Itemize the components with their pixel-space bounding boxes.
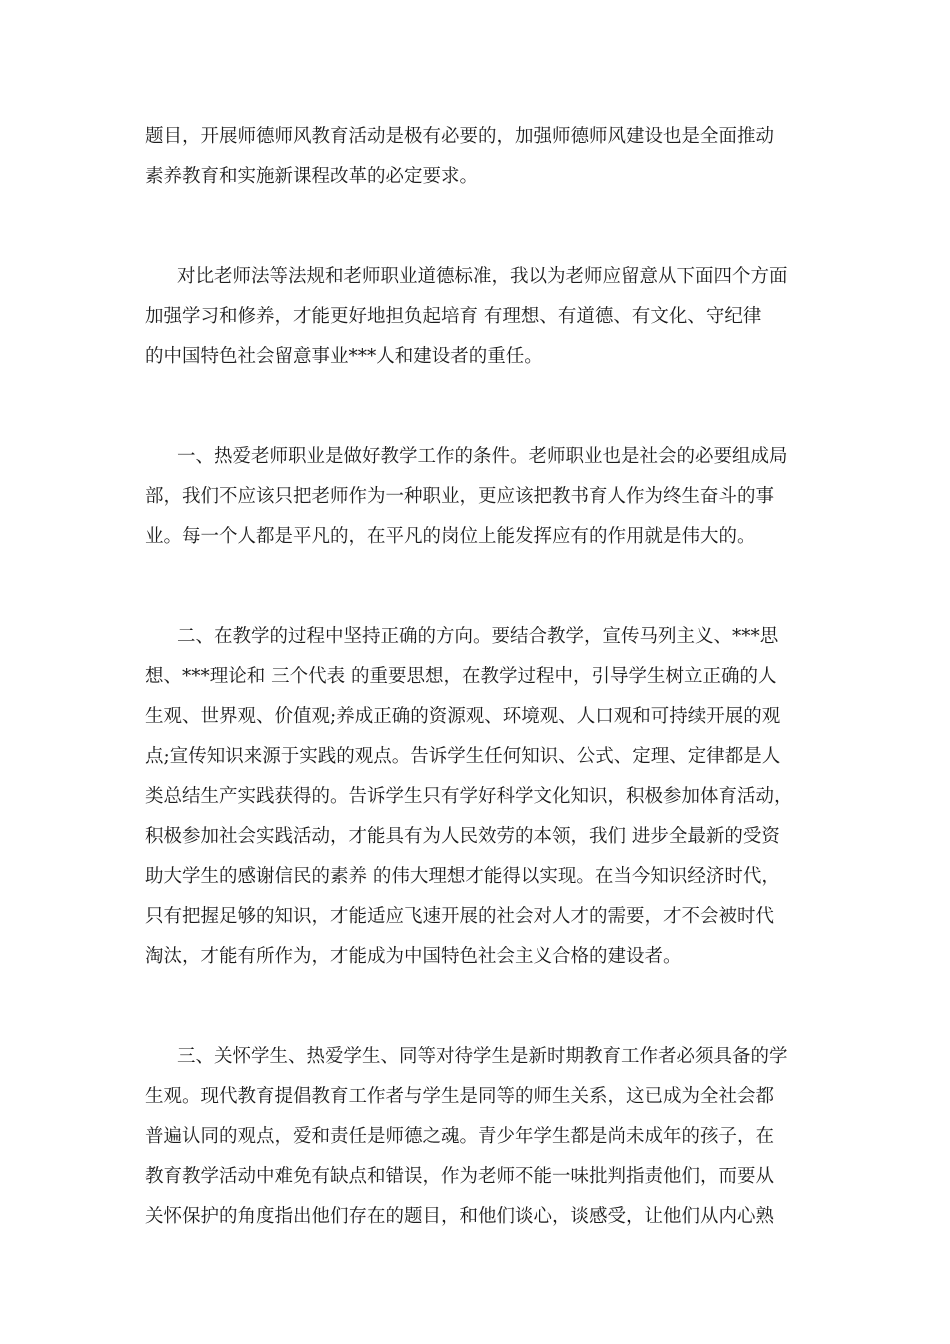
paragraph-3-line-3: 业。每一个人都是平凡的，在平凡的岗位上能发挥应有的作用就是伟大的。 xyxy=(145,526,756,547)
paragraph-4-line-8: 只有把握足够的知识，才能适应飞速开展的社会对人才的需要，才不会被时代 xyxy=(145,906,775,927)
paragraph-5-line-1: 三、关怀学生、热爱学生、同等对待学生是新时期教育工作者必须具备的学 xyxy=(177,1046,788,1067)
paragraph-5-line-2: 生观。现代教育提倡教育工作者与学生是同等的师生关系，这已成为全社会都 xyxy=(145,1086,775,1107)
paragraph-4-line-2: 想、***理论和 三个代表 的重要思想，在教学过程中，引导学生树立正确的人 xyxy=(145,666,777,687)
paragraph-2-line-3: 的中国特色社会留意事业***人和建设者的重任。 xyxy=(145,346,543,367)
paragraph-4-line-7: 助大学生的感谢信民的素养 的伟大理想才能得以实现。在当今知识经济时代， xyxy=(145,866,780,887)
paragraph-3-line-1: 一、热爱老师职业是做好教学工作的条件。老师职业也是社会的必要组成局 xyxy=(177,446,788,467)
paragraph-4-line-3: 生观、世界观、价值观;养成正确的资源观、环境观、人口观和可持续开展的观 xyxy=(145,706,781,727)
paragraph-2-line-2: 加强学习和修养，才能更好地担负起培育 有理想、有道德、有文化、守纪律 xyxy=(145,306,762,327)
paragraph-1-line-1: 题目，开展师德师风教育活动是极有必要的，加强师德师风建设也是全面推动 xyxy=(145,126,775,147)
paragraph-5-line-5: 关怀保护的角度指出他们存在的题目，和他们谈心，谈感受，让他们从内心熟 xyxy=(145,1206,775,1227)
paragraph-5-line-4: 教育教学活动中难免有缺点和错误，作为老师不能一味批判指责他们，而要从 xyxy=(145,1166,775,1187)
paragraph-5-line-3: 普遍认同的观点，爱和责任是师德之魂。青少年学生都是尚未成年的孩子，在 xyxy=(145,1126,775,1147)
paragraph-4-line-4: 点;宣传知识来源于实践的观点。告诉学生任何知识、公式、定理、定律都是人 xyxy=(145,746,781,767)
paragraph-4-line-1: 二、在教学的过程中坚持正确的方向。要结合教学，宣传马列主义、***思 xyxy=(177,626,779,647)
paragraph-4-line-9: 淘汰，才能有所作为，才能成为中国特色社会主义合格的建设者。 xyxy=(145,946,682,967)
paragraph-4-line-6: 积极参加社会实践活动，才能具有为人民效劳的本领，我们 进步全最新的受资 xyxy=(145,826,780,847)
paragraph-4-line-5: 类总结生产实践获得的。告诉学生只有学好科学文化知识，积极参加体育活动， xyxy=(145,786,793,807)
paragraph-3-line-2: 部，我们不应该只把老师作为一种职业，更应该把教书育人作为终生奋斗的事 xyxy=(145,486,775,507)
paragraph-2-line-1: 对比老师法等法规和老师职业道德标准，我以为老师应留意从下面四个方面 xyxy=(177,266,788,287)
paragraph-1-line-2: 素养教育和实施新课程改革的必定要求。 xyxy=(145,166,479,187)
